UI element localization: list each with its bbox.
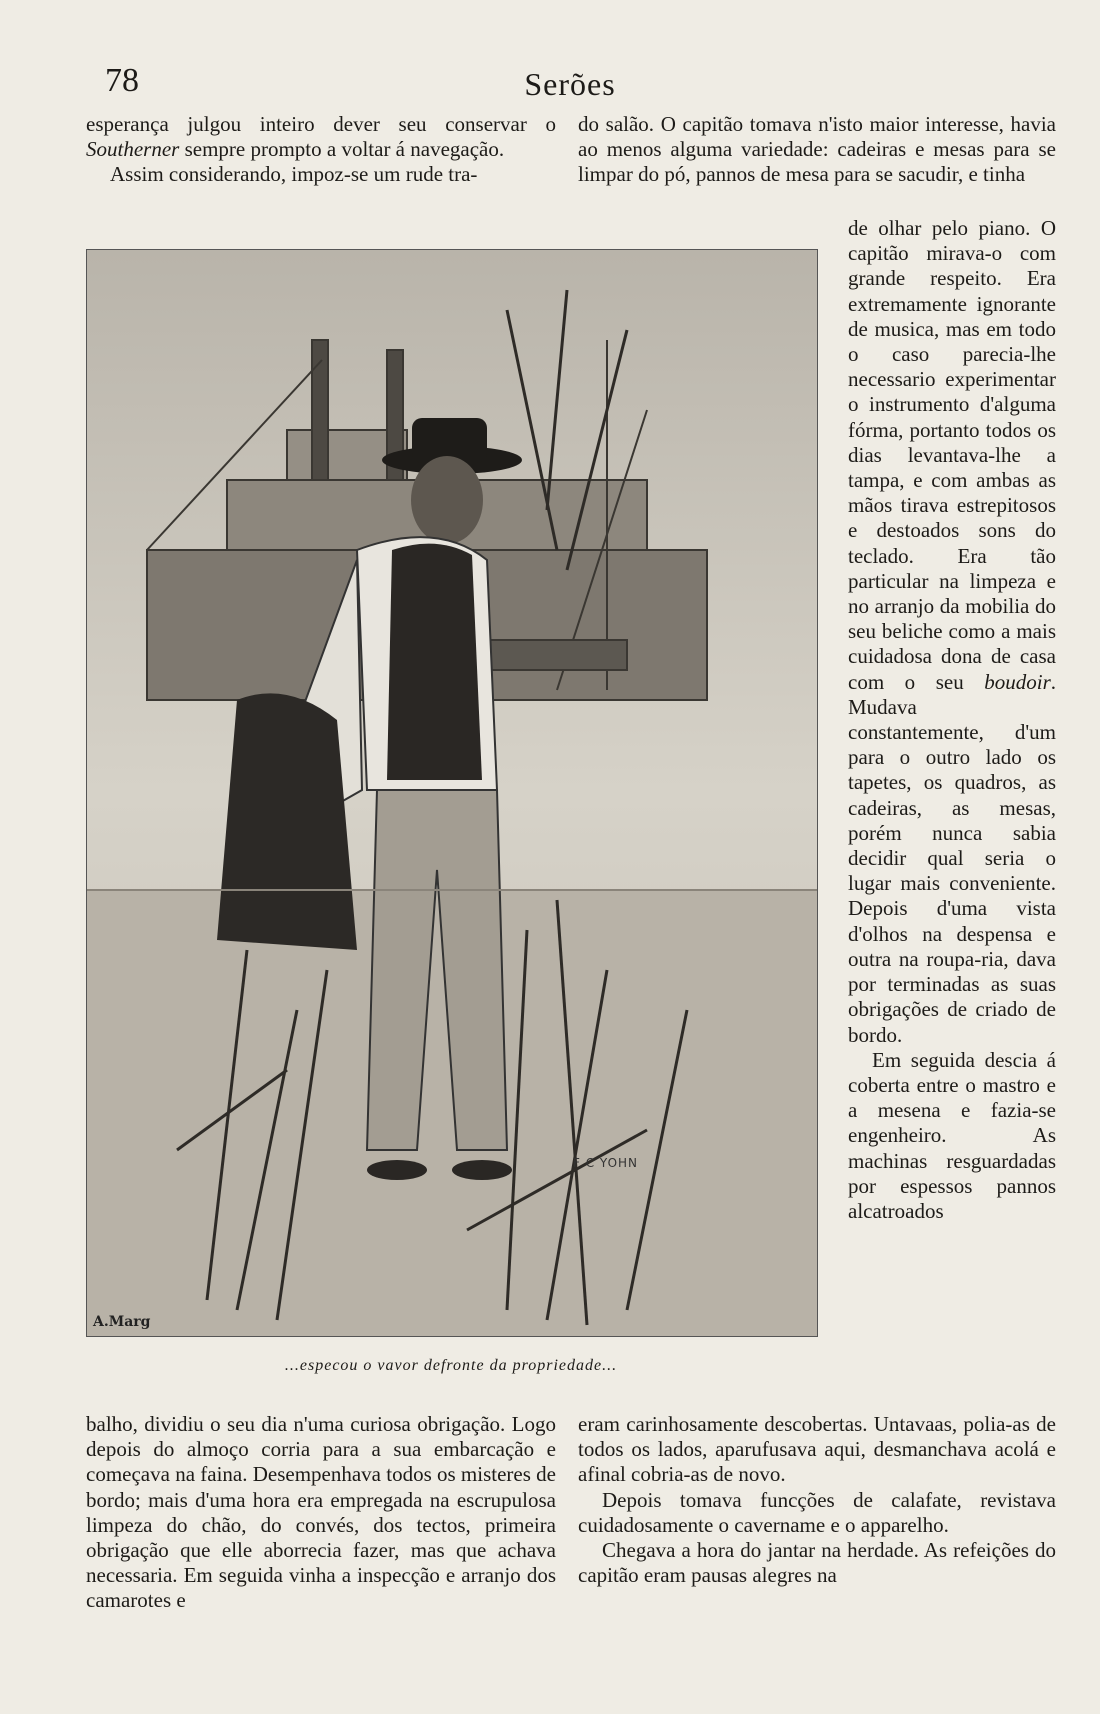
engraver-signature: A.Marg (93, 1314, 151, 1330)
paragraph: Depois tomava funcções de calafate, revistava cuidadosamente o cavername e o apparelho. (578, 1487, 1056, 1537)
engraving-image (87, 250, 817, 1336)
right-column-bottom-text (578, 1412, 1056, 1588)
paragraph: Assim considerando, impoz-se um rude tra- (110, 162, 478, 187)
paragraph (848, 216, 1056, 1048)
paragraph: balho, dividiu o seu dia n'uma curiosa obrigação. Logo depois do almoço corria para a sua embarcação e começava na faina. Desempenhava todos os misteres de bordo; mais d'uma hora era empregada na escrupulosa limpeza do chão, do convés, dos tectos, primeira obrigação que elle aborrecia fazer, mas que achava necessaria. Em seguida vinha a inspecção e arranjo dos camarotes e (86, 1412, 556, 1613)
artist-signature: F C YOHN (573, 1156, 639, 1170)
ship-name: Southerner (86, 137, 180, 162)
page-number: 78 (105, 62, 139, 99)
italic-word: boudoir (984, 669, 1051, 694)
running-title: Serões (524, 66, 616, 102)
text-run: esperança julgou inteiro dever seu conservar o (86, 112, 556, 136)
right-column-narrow-text (848, 216, 1056, 1224)
text-run: sempre prompto a voltar á navegação. (179, 137, 505, 162)
left-column-bottom-text (86, 1412, 556, 1614)
left-column-top-text (86, 112, 556, 188)
paragraph: do salão. O capitão tomava n'isto maior interesse, havia ao menos alguma variedade: cadeiras e mesas para se limpar do pó, pannos de mesa para se sacudir, e tinha (578, 112, 1056, 187)
text-run: . Mudava constantemente, d'um para o outro lado os tapetes, os quadros, as cadeiras, as mesas, porém nunca sabia decidir qual seria o lugar mais conveniente. Depois d'uma vista d'olhos na despensa e outra na roupa-ria, dava por terminadas as suas obrigações de criado de bordo. (848, 669, 1056, 1047)
paragraph: Chegava a hora do jantar na herdade. As refeições do capitão eram pausas alegres na (578, 1538, 1056, 1588)
illustration-caption: ...especou o vavor defronte da propriedade... (284, 1357, 618, 1374)
text-run: de olhar pelo piano. O capitão mirava-o com grande respeito. Era extremamente ignorante de musica, mas em todo o caso parecia-lhe necessario experimentar o instrumento d'alguma fórma, portanto todos os dias levantava-lhe a tampa, e com ambas as mãos tirava estrepitosos e destoados sons do teclado. Era tão particular na limpeza e no arranjo da mobilia do seu beliche como a mais cuidadosa dona de casa com o seu (848, 216, 1056, 694)
paragraph: Em seguida descia á coberta entre o mastro e a mesena e fazia-se engenheiro. As machinas resguardadas por espessos pannos alcatroados (848, 1047, 1056, 1223)
page-header (85, 62, 1055, 112)
paragraph (86, 112, 556, 162)
illustration (86, 249, 818, 1337)
right-column-top-text (578, 112, 1056, 188)
paragraph: eram carinhosamente descobertas. Untavaas, polia-as de todos os lados, aparufusava aqui, desmanchava acolá e afinal cobria-as de novo. (578, 1412, 1056, 1487)
